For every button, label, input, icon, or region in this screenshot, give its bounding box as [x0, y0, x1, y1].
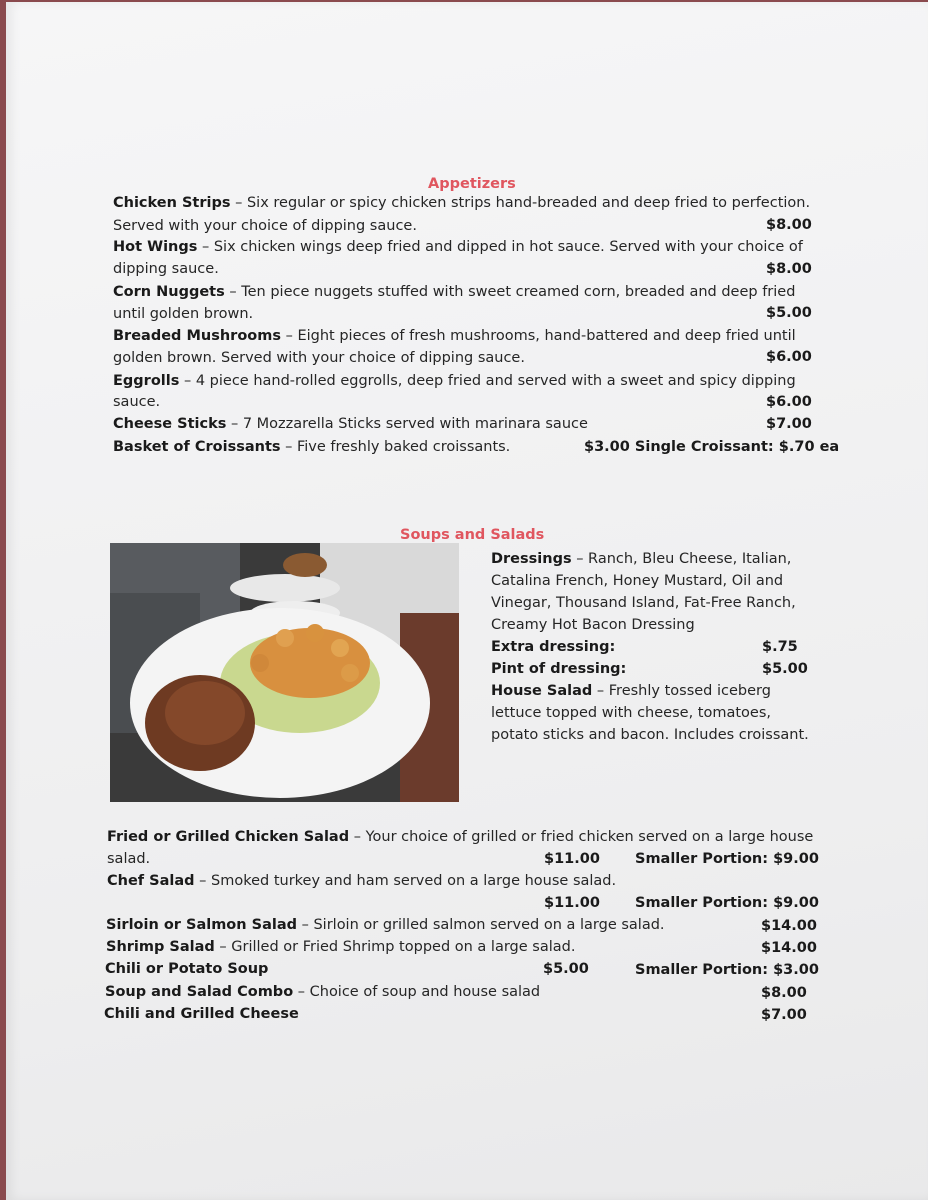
item-desc-cont: Catalina French, Honey Mustard, Oil and: [491, 573, 784, 589]
item-desc-cont: golden brown. Served with your choice of dipping sauce.: [113, 350, 525, 366]
item-price: $8.00: [766, 261, 812, 277]
item-desc-cont: dipping sauce.: [113, 261, 219, 277]
item-name: Chicken Strips: [113, 195, 231, 211]
appetizers-heading: Appetizers: [428, 176, 516, 192]
item-desc: – Ten piece nuggets stuffed with sweet creamed corn, breaded and deep fried: [224, 284, 796, 300]
item-desc-cont: Vinegar, Thousand Island, Fat-Free Ranch,: [491, 595, 796, 611]
item-desc: – Eight pieces of fresh mushrooms, hand-battered and deep fried until: [280, 328, 796, 344]
item-desc-cont: potato sticks and bacon. Includes croissant.: [491, 727, 809, 743]
item-desc-cont: Creamy Hot Bacon Dressing: [491, 617, 695, 633]
item-price: $8.00: [766, 217, 812, 233]
item-desc-cont: lettuce topped with cheese, tomatoes,: [491, 705, 771, 721]
item-name: Breaded Mushrooms: [113, 328, 281, 344]
item-desc: – 7 Mozzarella Sticks served with marinara sauce: [226, 416, 588, 432]
item-name: Soup and Salad Combo: [105, 984, 294, 1000]
item-price: $5.00: [766, 305, 812, 321]
item-desc: – Choice of soup and house salad: [293, 984, 541, 1000]
item-desc: – Smoked turkey and ham served on a large house salad.: [194, 873, 617, 889]
item-name: Chili or Potato Soup: [105, 961, 269, 977]
item-name: Fried or Grilled Chicken Salad: [107, 829, 350, 845]
item-name: Chili and Grilled Cheese: [104, 1006, 299, 1022]
item-name: Extra dressing:: [491, 639, 616, 655]
item-price: $6.00: [766, 349, 812, 365]
item-price: $.75: [762, 639, 798, 655]
item-desc: – Six chicken wings deep fried and dipped in hot sauce. Served with your choice of: [197, 239, 803, 255]
item-small-price: Smaller Portion: $9.00: [635, 851, 819, 867]
salad-plate-photo: [110, 543, 459, 802]
item-price: $3.00 Single Croissant: $.70 ea: [584, 439, 840, 455]
item-small-price: Smaller Portion: $9.00: [635, 895, 819, 911]
item-name: Shrimp Salad: [106, 939, 215, 955]
item-name: Cheese Sticks: [113, 416, 227, 432]
item-name: Pint of dressing:: [491, 661, 627, 677]
item-desc-cont: Served with your choice of dipping sauce.: [113, 218, 417, 234]
item-price: $8.00: [761, 985, 807, 1001]
item-desc-cont: salad.: [107, 851, 151, 867]
item-price: $7.00: [766, 416, 812, 432]
item-desc-cont: sauce.: [113, 394, 161, 410]
item-desc: – Your choice of grilled or fried chicken served on a large house: [349, 829, 814, 845]
item-name: Basket of Croissants: [113, 439, 281, 455]
item-price: $11.00: [544, 851, 600, 867]
item-name: Hot Wings: [113, 239, 198, 255]
item-name: Corn Nuggets: [113, 284, 225, 300]
item-price: $11.00: [544, 895, 600, 911]
item-price: $7.00: [761, 1007, 807, 1023]
item-price: $5.00: [762, 661, 808, 677]
item-desc: – Grilled or Fried Shrimp topped on a large salad.: [214, 939, 576, 955]
item-name: Eggrolls: [113, 373, 180, 389]
item-desc: – Freshly tossed iceberg: [592, 683, 771, 699]
item-name: Chef Salad: [107, 873, 195, 889]
salad-plate-icon: [110, 543, 459, 802]
item-price: $6.00: [766, 394, 812, 410]
item-desc-cont: until golden brown.: [113, 306, 254, 322]
item-desc: – Ranch, Bleu Cheese, Italian,: [571, 551, 792, 567]
soups-salads-heading: Soups and Salads: [400, 527, 545, 543]
item-small-price: Smaller Portion: $3.00: [635, 962, 819, 978]
item-desc: – 4 piece hand-rolled eggrolls, deep fried and served with a sweet and spicy dipping: [179, 373, 796, 389]
item-name: House Salad: [491, 683, 593, 699]
item-desc: – Six regular or spicy chicken strips hand-breaded and deep fried to perfection.: [230, 195, 811, 211]
item-desc: – Five freshly baked croissants.: [280, 439, 511, 455]
item-price: $14.00: [761, 940, 817, 956]
item-name: Dressings: [491, 551, 572, 567]
item-price: $5.00: [543, 961, 589, 977]
item-name: Sirloin or Salmon Salad: [106, 917, 297, 933]
item-price: $14.00: [761, 918, 817, 934]
item-desc: – Sirloin or grilled salmon served on a large salad.: [297, 917, 665, 933]
